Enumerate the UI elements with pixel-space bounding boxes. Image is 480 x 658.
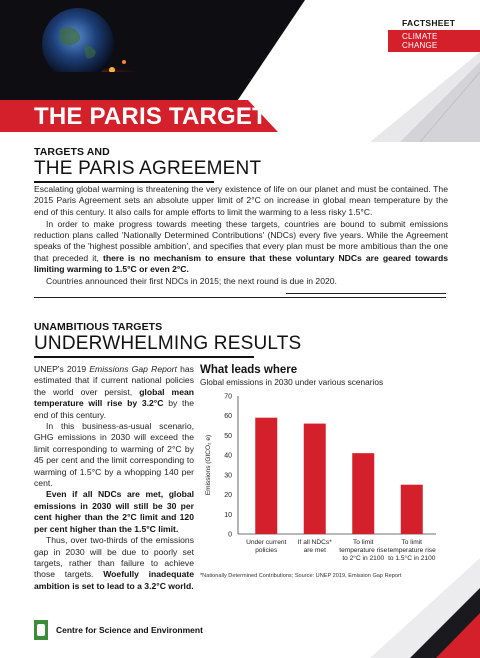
section2-p4-emphasis: Woefully inadequate ambition is set to lead to a 3.2°C world. xyxy=(34,569,194,591)
factsheet-badge xyxy=(388,16,480,52)
report-title: Emissions Gap Report xyxy=(89,364,177,374)
section1-paragraph-2-text: In order to make progress towards meeting these targets, countries are bound to submit emissions reduction plans called 'Nationally Determined Contributions' (NDCs) every five years. While the Agreement speaks of the 'highest possible ambition', and specifies that every plan must be more ambitious than the one that preceded it, xyxy=(34,218,448,263)
section1-kicker: TARGETS AND xyxy=(34,146,110,158)
page-title: THE PARIS TARGETS xyxy=(34,103,284,130)
y-tick-label: 70 xyxy=(224,393,232,401)
y-tick-label: 60 xyxy=(224,413,232,421)
x-tick-label: to 2°C in 2100 xyxy=(342,555,385,562)
y-tick-label: 50 xyxy=(224,432,232,440)
bar xyxy=(255,418,277,534)
section2-paragraph-3 xyxy=(34,489,194,535)
x-tick-label: to 1.5°C in 2100 xyxy=(388,555,436,562)
factsheet-label: FACTSHEET xyxy=(388,16,480,30)
bar xyxy=(401,485,423,534)
section-divider xyxy=(34,297,446,298)
x-tick-label: temperature rise xyxy=(339,547,388,554)
section2-heading: UNDERWHELMING RESULTS xyxy=(34,333,302,354)
y-axis-label: Emissions (GtCO₂ e) xyxy=(205,434,212,496)
bar xyxy=(352,453,374,534)
section2-rule xyxy=(34,356,254,358)
section2-body xyxy=(34,364,194,592)
title-black-accent xyxy=(0,72,210,100)
section-paris-agreement xyxy=(34,146,454,183)
section2-p1-c: by the end of this century. xyxy=(34,398,194,420)
section2-p3-emphasis: Even if all NDCs are met, global emissions in 2030 will still be 30 per cent higher than the 2°C limit and 120 per cent higher than the 1.5°C limit. xyxy=(34,489,194,534)
section2-paragraph-4 xyxy=(34,535,194,592)
decorative-corner-stripes xyxy=(370,558,480,658)
cse-logo-icon xyxy=(34,620,48,640)
x-tick-label: To limit xyxy=(352,539,374,546)
section2-p1-b: has estimated that if current national policies the world over persist, xyxy=(34,364,194,397)
x-tick-label: If all NDCs* xyxy=(297,539,332,546)
x-tick-label: temperature rise xyxy=(387,547,436,554)
footer xyxy=(34,620,203,640)
section1-rule xyxy=(34,181,214,183)
section2-kicker: UNAMBITIOUS TARGETS xyxy=(34,321,163,333)
section1-paragraph-2 xyxy=(34,219,448,275)
y-tick-label: 0 xyxy=(228,531,232,539)
section2-paragraph-1 xyxy=(34,364,194,421)
y-tick-label: 40 xyxy=(224,452,232,460)
section2-p1-a: UNEP's 2019 xyxy=(34,364,90,374)
footer-org-name: Centre for Science and Environment xyxy=(56,625,203,635)
y-tick-label: 30 xyxy=(224,472,232,480)
bar xyxy=(304,424,326,534)
x-tick-label: To limit xyxy=(401,539,423,546)
section1-heading: THE PARIS AGREEMENT xyxy=(34,158,262,179)
chart-subtitle: Global emissions in 2030 under various scenarios xyxy=(200,377,384,387)
category-tag: CLIMATE CHANGE xyxy=(388,30,480,52)
x-tick-label: Under current xyxy=(246,539,287,546)
y-tick-label: 20 xyxy=(224,492,232,500)
section1-paragraph-3: Countries announced their first NDCs in 2015; the next round is due in 2020. xyxy=(46,276,337,287)
section-underwhelming xyxy=(34,321,454,358)
decorative-diagonal-stripes xyxy=(310,52,480,142)
section2-p4-a: Thus, over two-thirds of the emissions gap in 2030 will be due to poorly set targets, rather than failure to achieve those targets. xyxy=(34,535,194,580)
section1-paragraph-1: Escalating global warming is threatening the very existence of life on our planet and must be contained. The 2015 Paris Agreement sets an absolute upper limit of 2°C on increase in global mean temperature by the end of this century. It also calls for ample efforts to limit the warming to a less risky 1.5°C. xyxy=(34,184,448,217)
y-tick-label: 10 xyxy=(224,511,232,519)
section1-body xyxy=(34,184,448,289)
x-tick-label: are met xyxy=(303,547,326,554)
chart-footnote: *Nationally Determined Contributions; Source: UNEP 2019, Emission Gap Report xyxy=(200,573,402,579)
chart-title: What leads where xyxy=(200,364,298,376)
section1-paragraph-2-emphasis: there is no mechanism to ensure that these voluntary NDCs are geared towards limiting warming to 1.5°C or even 2°C. xyxy=(34,252,448,275)
section2-paragraph-2: In this business-as-usual scenario, GHG emissions in 2030 will exceed the limit corresponding to warming of 2°C by 45 per cent and the limit corresponding to warming of 1.5°C by a whopping 140 per cent. xyxy=(34,421,194,489)
section2-p1-emphasis: global mean temperature will rise by 3.2°C xyxy=(34,386,195,409)
x-tick-label: policies xyxy=(255,547,278,554)
emissions-chart xyxy=(200,364,450,562)
chart-plot xyxy=(200,390,450,572)
